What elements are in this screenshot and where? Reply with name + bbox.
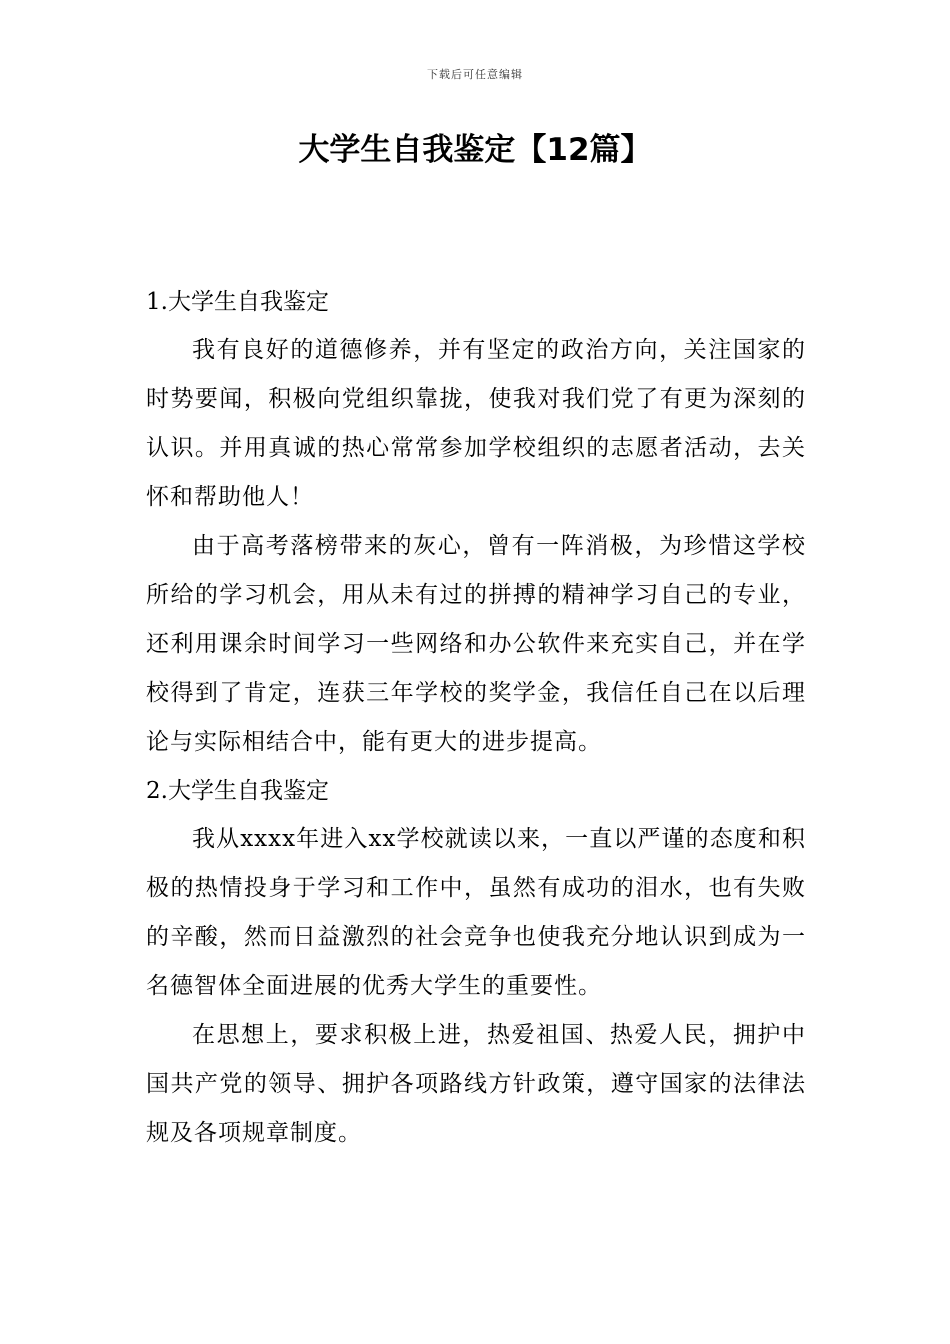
paragraph: 在思想上，要求积极上进，热爱祖国、热爱人民，拥护中国共产党的领导、拥护各项路线方针政策，遵守国家的法律法规及各项规章制度。 — [146, 1022, 806, 1146]
document-title: 大学生自我鉴定【12篇】 — [298, 132, 652, 168]
section-2 — [146, 767, 806, 1158]
section-heading: 1.大学生自我鉴定 — [146, 289, 329, 315]
paragraph: 由于高考落榜带来的灰心，曾有一阵消极，为珍惜这学校所给的学习机会，用从未有过的拼搏的精神学习自己的专业，还利用课余时间学习一些网络和办公软件来充实自己，并在学校得到了肯定，连获三年学校的奖学金，我信任自己在以后理论与实际相结合中，能有更大的进步提高。 — [146, 533, 806, 755]
header-note: 下载后可任意编辑 — [427, 68, 523, 81]
section-heading: 2.大学生自我鉴定 — [146, 778, 329, 804]
paragraph: 我有良好的道德修养，并有坚定的政治方向，关注国家的时势要闻，积极向党组织靠拢，使我对我们党了有更为深刻的认识。并用真诚的热心常常参加学校组织的志愿者活动，去关怀和帮助他人！ — [146, 337, 806, 510]
section-1 — [146, 278, 806, 767]
document-body — [146, 278, 806, 1158]
paragraph: 我从xxxx年进入xx学校就读以来，一直以严谨的态度和积极的热情投身于学习和工作中，虽然有成功的泪水，也有失败的辛酸，然而日益激烈的社会竞争也使我充分地认识到成为一名德智体全面进展的优秀大学生的重要性。 — [146, 826, 806, 999]
